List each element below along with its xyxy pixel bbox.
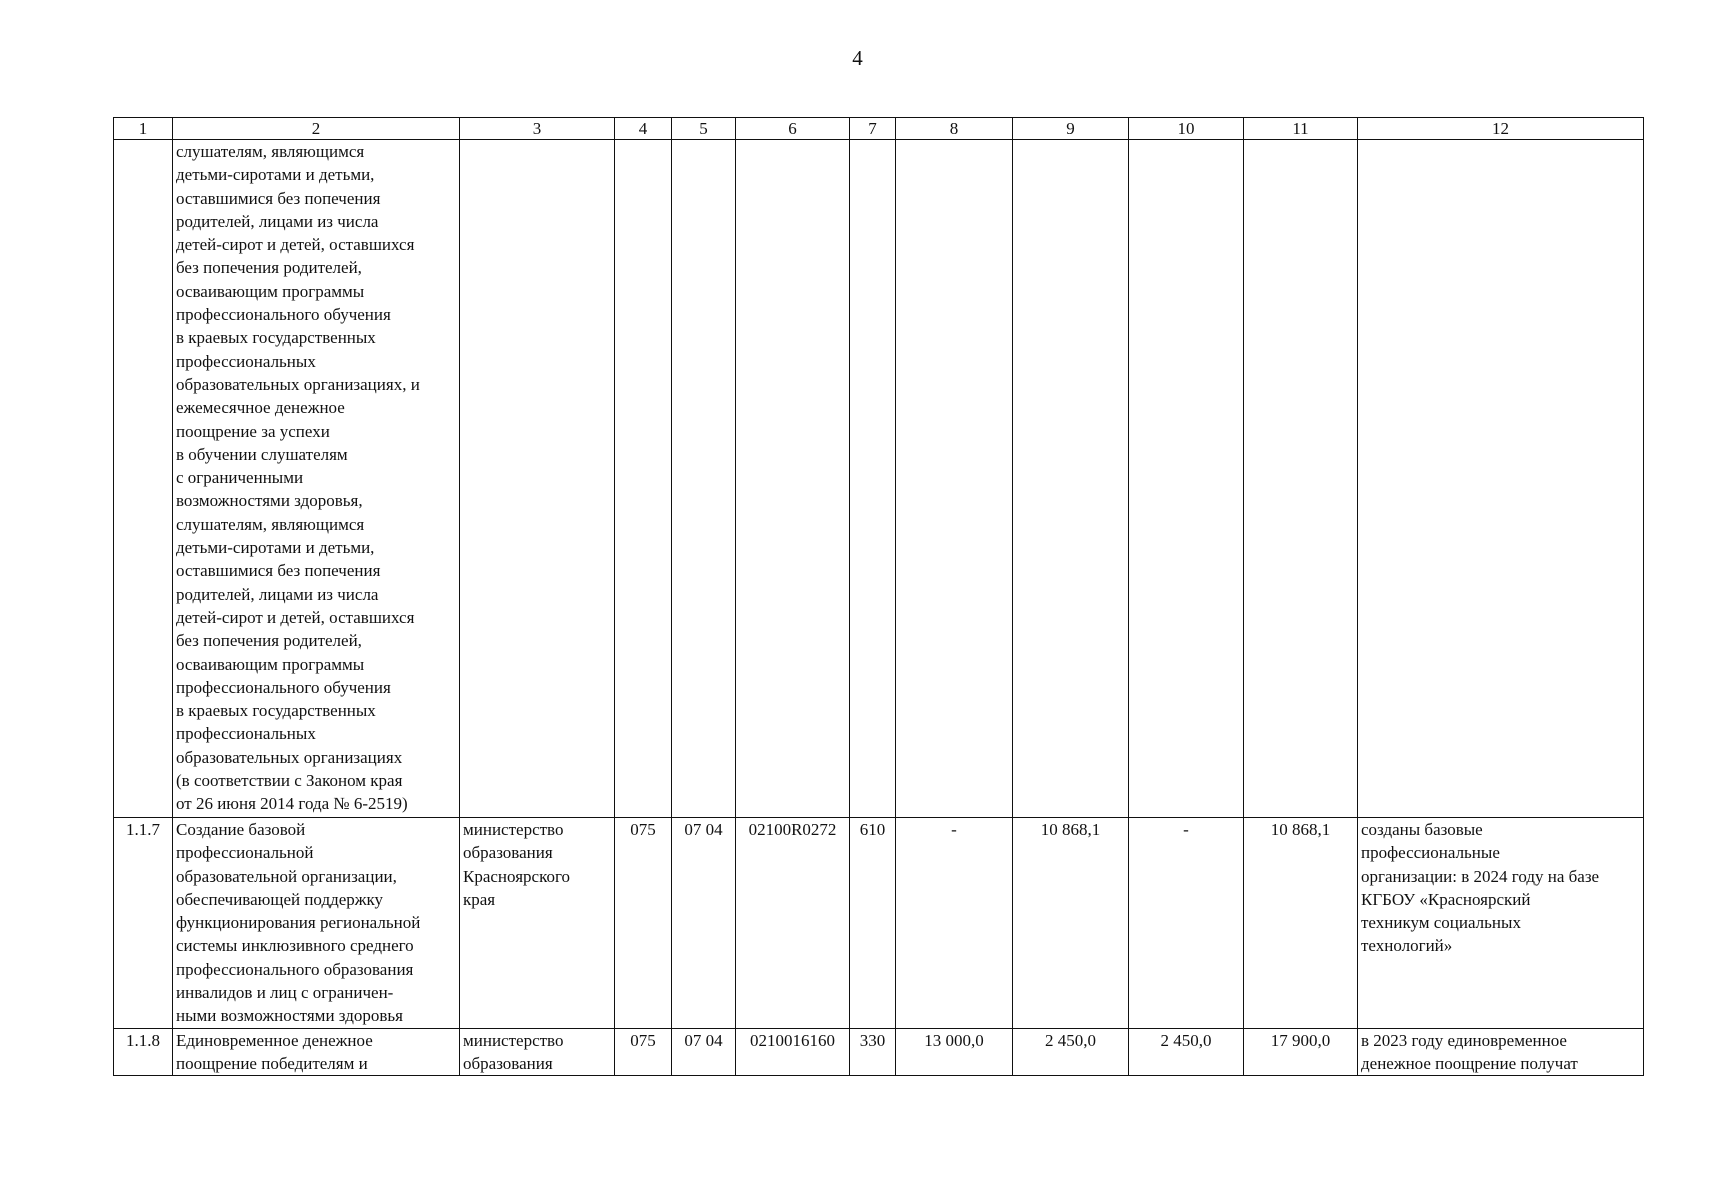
code-cell: 075 (615, 1028, 672, 1076)
responsible-cell: министерство образования Красноярского края (460, 818, 615, 1029)
expense-type-cell: 610 (850, 818, 896, 1029)
item-description-cell: слушателям, являющимся детьми-сиротами и детьми, оставшимися без попечения родителей, лицами из числа детей-сирот и детей, оставшихся без попечения родителей, осваивающим программы профессионального обучения в краевых государственных профессиональных образовательных организациях, и ежемесячное денежное поощрение за успехи в обучении слушателям с ограниченными возможностями здоровья, слушателям, являющимся детьми-сиротами и детьми, оставшимися без попечения родителей, лицами из числа детей-сирот и детей, оставшихся без попечения родителей, осваивающим программы профессионального обучения в краевых государственных профессиональных образовательных организациях (в соответствии с Законом края от 26 июня 2014 года № 6-2519) (173, 140, 460, 818)
column-header: 4 (615, 118, 672, 140)
code-cell: 075 (615, 818, 672, 1029)
amount-cell: - (1129, 818, 1244, 1029)
total-cell: 17 900,0 (1244, 1028, 1358, 1076)
column-header: 5 (672, 118, 736, 140)
expense-type-cell: 330 (850, 1028, 896, 1076)
amount-cell: 13 000,0 (896, 1028, 1013, 1076)
amount-cell: - (896, 818, 1013, 1029)
item-description-cell: Единовременное денежное поощрение победителям и (173, 1028, 460, 1076)
column-header: 2 (173, 118, 460, 140)
table-row (114, 1028, 1644, 1076)
section-cell (672, 140, 736, 818)
column-header: 1 (114, 118, 173, 140)
column-header: 8 (896, 118, 1013, 140)
item-number-cell: 1.1.8 (114, 1028, 173, 1076)
column-header: 10 (1129, 118, 1244, 140)
expense-type-cell (850, 140, 896, 818)
total-cell: 10 868,1 (1244, 818, 1358, 1029)
section-cell: 07 04 (672, 1028, 736, 1076)
column-header: 9 (1013, 118, 1129, 140)
target-article-cell (736, 140, 850, 818)
item-number-cell (114, 140, 173, 818)
result-cell: в 2023 году единовременное денежное поощрение получат (1358, 1028, 1644, 1076)
section-cell: 07 04 (672, 818, 736, 1029)
amount-cell: 2 450,0 (1129, 1028, 1244, 1076)
item-number-cell: 1.1.7 (114, 818, 173, 1029)
page-number: 4 (852, 46, 863, 70)
amount-cell: 10 868,1 (1013, 818, 1129, 1029)
result-cell: созданы базовые профессиональные организации: в 2024 году на базе КГБОУ «Красноярский техникум социальных технологий» (1358, 818, 1644, 1029)
column-header: 6 (736, 118, 850, 140)
result-cell (1358, 140, 1644, 818)
column-header: 7 (850, 118, 896, 140)
item-description-cell: Создание базовой профессиональной образовательной организации, обеспечивающей поддержку функционирования региональной системы инклюзивного среднего профессионального образования инвалидов и лиц с ограничен- ными возможностями здоровья (173, 818, 460, 1029)
budget-table (113, 117, 1644, 1076)
table-row (114, 818, 1644, 1029)
responsible-cell: министерство образования (460, 1028, 615, 1076)
table-row (114, 140, 1644, 818)
amount-cell (1129, 140, 1244, 818)
code-cell (615, 140, 672, 818)
column-header: 3 (460, 118, 615, 140)
total-cell (1244, 140, 1358, 818)
amount-cell: 2 450,0 (1013, 1028, 1129, 1076)
responsible-cell (460, 140, 615, 818)
target-article-cell: 02100R0272 (736, 818, 850, 1029)
table-header-row (114, 118, 1644, 140)
column-header: 11 (1244, 118, 1358, 140)
amount-cell (896, 140, 1013, 818)
column-header: 12 (1358, 118, 1644, 140)
amount-cell (1013, 140, 1129, 818)
target-article-cell: 0210016160 (736, 1028, 850, 1076)
